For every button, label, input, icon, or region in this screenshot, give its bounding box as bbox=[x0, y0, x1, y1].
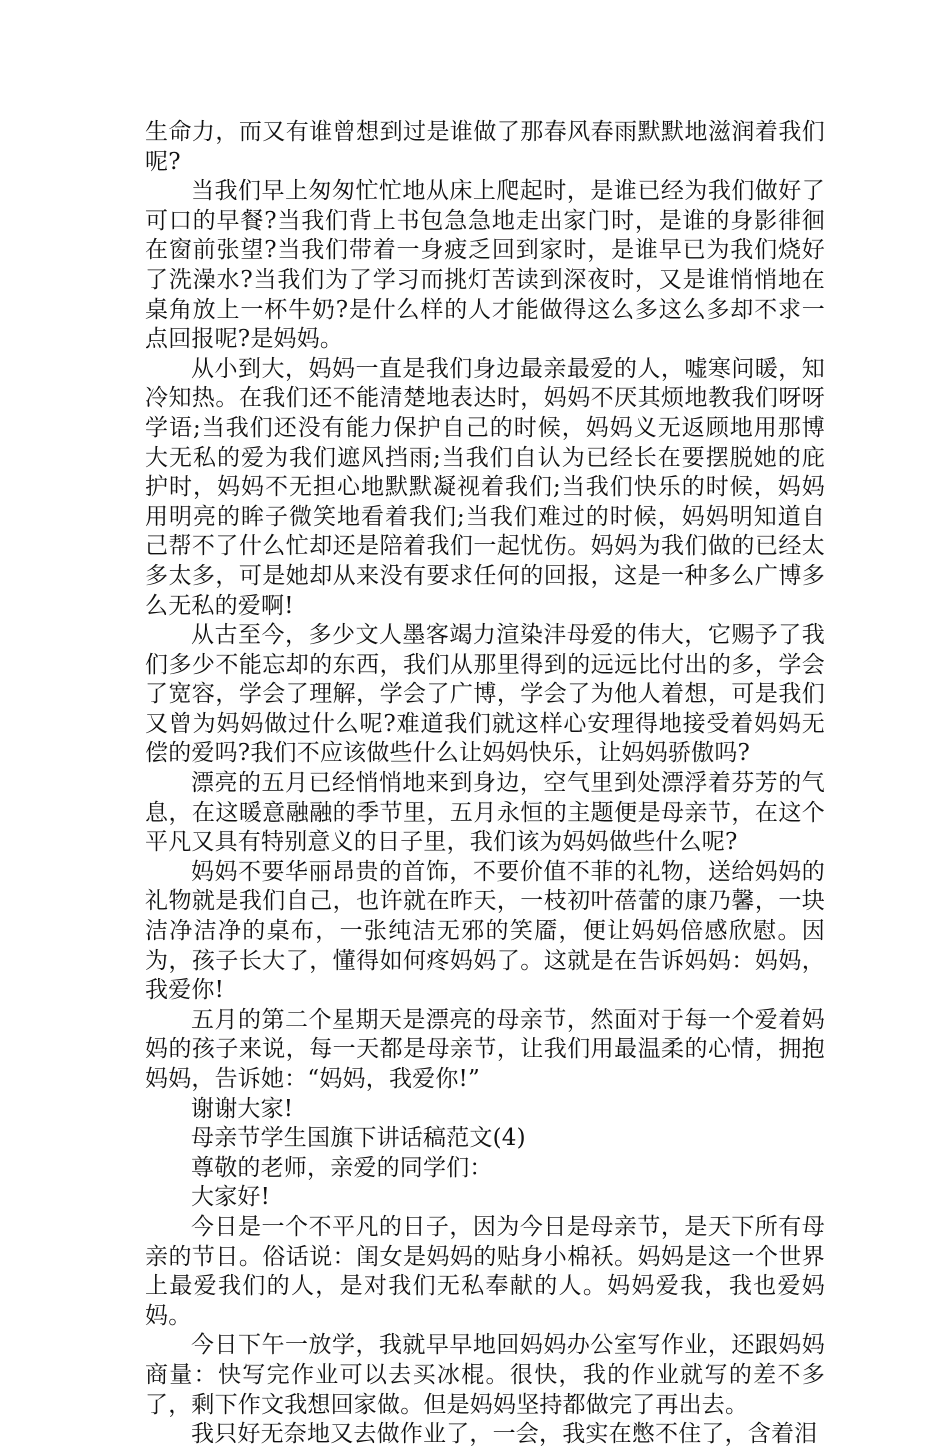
paragraph-breakfast: 当我们早上匆匆忙忙地从床上爬起时，是谁已经为我们做好了可口的早餐?当我们背上书包急急地走出家门时，是谁的身影徘徊在窗前张望?当我们带着一身疲乏回到家时，是谁早已为我们烧好了洗澡水?当我们为了学习而挑灯苦读到深夜时，又是谁悄悄地在桌角放上一杯牛奶?是什么样的人才能做得这么多这么多却不求一点回报呢?是妈妈。 bbox=[145, 178, 825, 353]
paragraph-childhood: 从小到大，妈妈一直是我们身边最亲最爱的人，嘘寒问暖，知冷知热。在我们还不能清楚地表达时，妈妈不厌其烦地教我们呀呀学语;当我们还没有能力保护自己的时候，妈妈义无返顾地用那博大无私的爱为我们遮风挡雨;当我们自认为已经长在要摆脱她的庇护时，妈妈不无担心地默默凝视着我们;当我们快乐的时候，妈妈用明亮的眸子微笑地看着我们;当我们难过的时候，妈妈明知道自己帮不了什么忙却还是陪着我们一起忧伤。妈妈为我们做的已经太多太多，可是她却从来没有要求任何的回报，这是一种多么广博多么无私的爱啊! bbox=[145, 355, 825, 619]
paragraph-may: 漂亮的五月已经悄悄地来到身边，空气里到处漂浮着芬芳的气息，在这暖意融融的季节里，五月永恒的主题便是母亲节，在这个平凡又具有特别意义的日子里，我们该为妈妈做些什么呢? bbox=[145, 770, 825, 856]
paragraph-afternoon: 今日下午一放学，我就早早地回妈妈办公室写作业，还跟妈妈商量：快写完作业可以去买冰棍。很快，我的作业就写的差不多了，剩下作文我想回家做。但是妈妈坚持都做完了再出去。 bbox=[145, 1332, 825, 1418]
paragraph-thanks: 谢谢大家! bbox=[191, 1095, 294, 1122]
paragraph-today: 今日是一个不平凡的日子，因为今日是母亲节，是天下所有母亲的节日。俗话说：闺女是妈妈的贴身小棉袄。妈妈是这一个世界上最爱我们的人，是对我们无私奉献的人。妈妈爱我，我也爱妈妈。 bbox=[145, 1213, 825, 1329]
paragraph-literati: 从古至今，多少文人墨客竭力渲染沣母爱的伟大，它赐予了我们多少不能忘却的东西，我们从那里得到的远远比付出的多，学会了宽容，学会了理解，学会了广博，学会了为他人着想，可是我们又曾为妈妈做过什么呢?难道我们就这样心安理得地接受着妈妈无偿的爱吗?我们不应该做些什么让妈妈快乐，让妈妈骄傲吗? bbox=[145, 622, 825, 767]
salutation: 尊敬的老师，亲爱的同学们： bbox=[191, 1154, 493, 1181]
paragraph-second-sunday: 五月的第二个星期天是漂亮的母亲节，然面对于每一个爱着妈妈的孩子来说，每一天都是母亲节，让我们用最温柔的心情，拥抱妈妈，告诉她：“妈妈，我爱你!” bbox=[145, 1006, 825, 1092]
greeting: 大家好! bbox=[191, 1184, 271, 1211]
document-page bbox=[145, 118, 825, 1450]
paragraph-gift: 妈妈不要华丽昂贵的首饰，不要价值不菲的礼物，送给妈妈的礼物就是我们自己，也许就在昨天，一枝初叶蓓蕾的康乃馨，一块洁净洁净的桌布，一张纯洁无邪的笑靥，便让妈妈倍感欣慰。因为，孩子长大了，懂得如何疼妈妈了。这就是在告诉妈妈：妈妈，我爱你! bbox=[145, 858, 825, 1004]
paragraph-homework: 我只好无奈地又去做作业了，一会，我实在憋不住了，含着泪 bbox=[191, 1421, 818, 1448]
paragraph-continuation: 生命力，而又有谁曾想到过是谁做了那春风春雨默默地滋润着我们呢? bbox=[145, 119, 825, 175]
section-title: 母亲节学生国旗下讲话稿范文(4) bbox=[191, 1125, 526, 1152]
